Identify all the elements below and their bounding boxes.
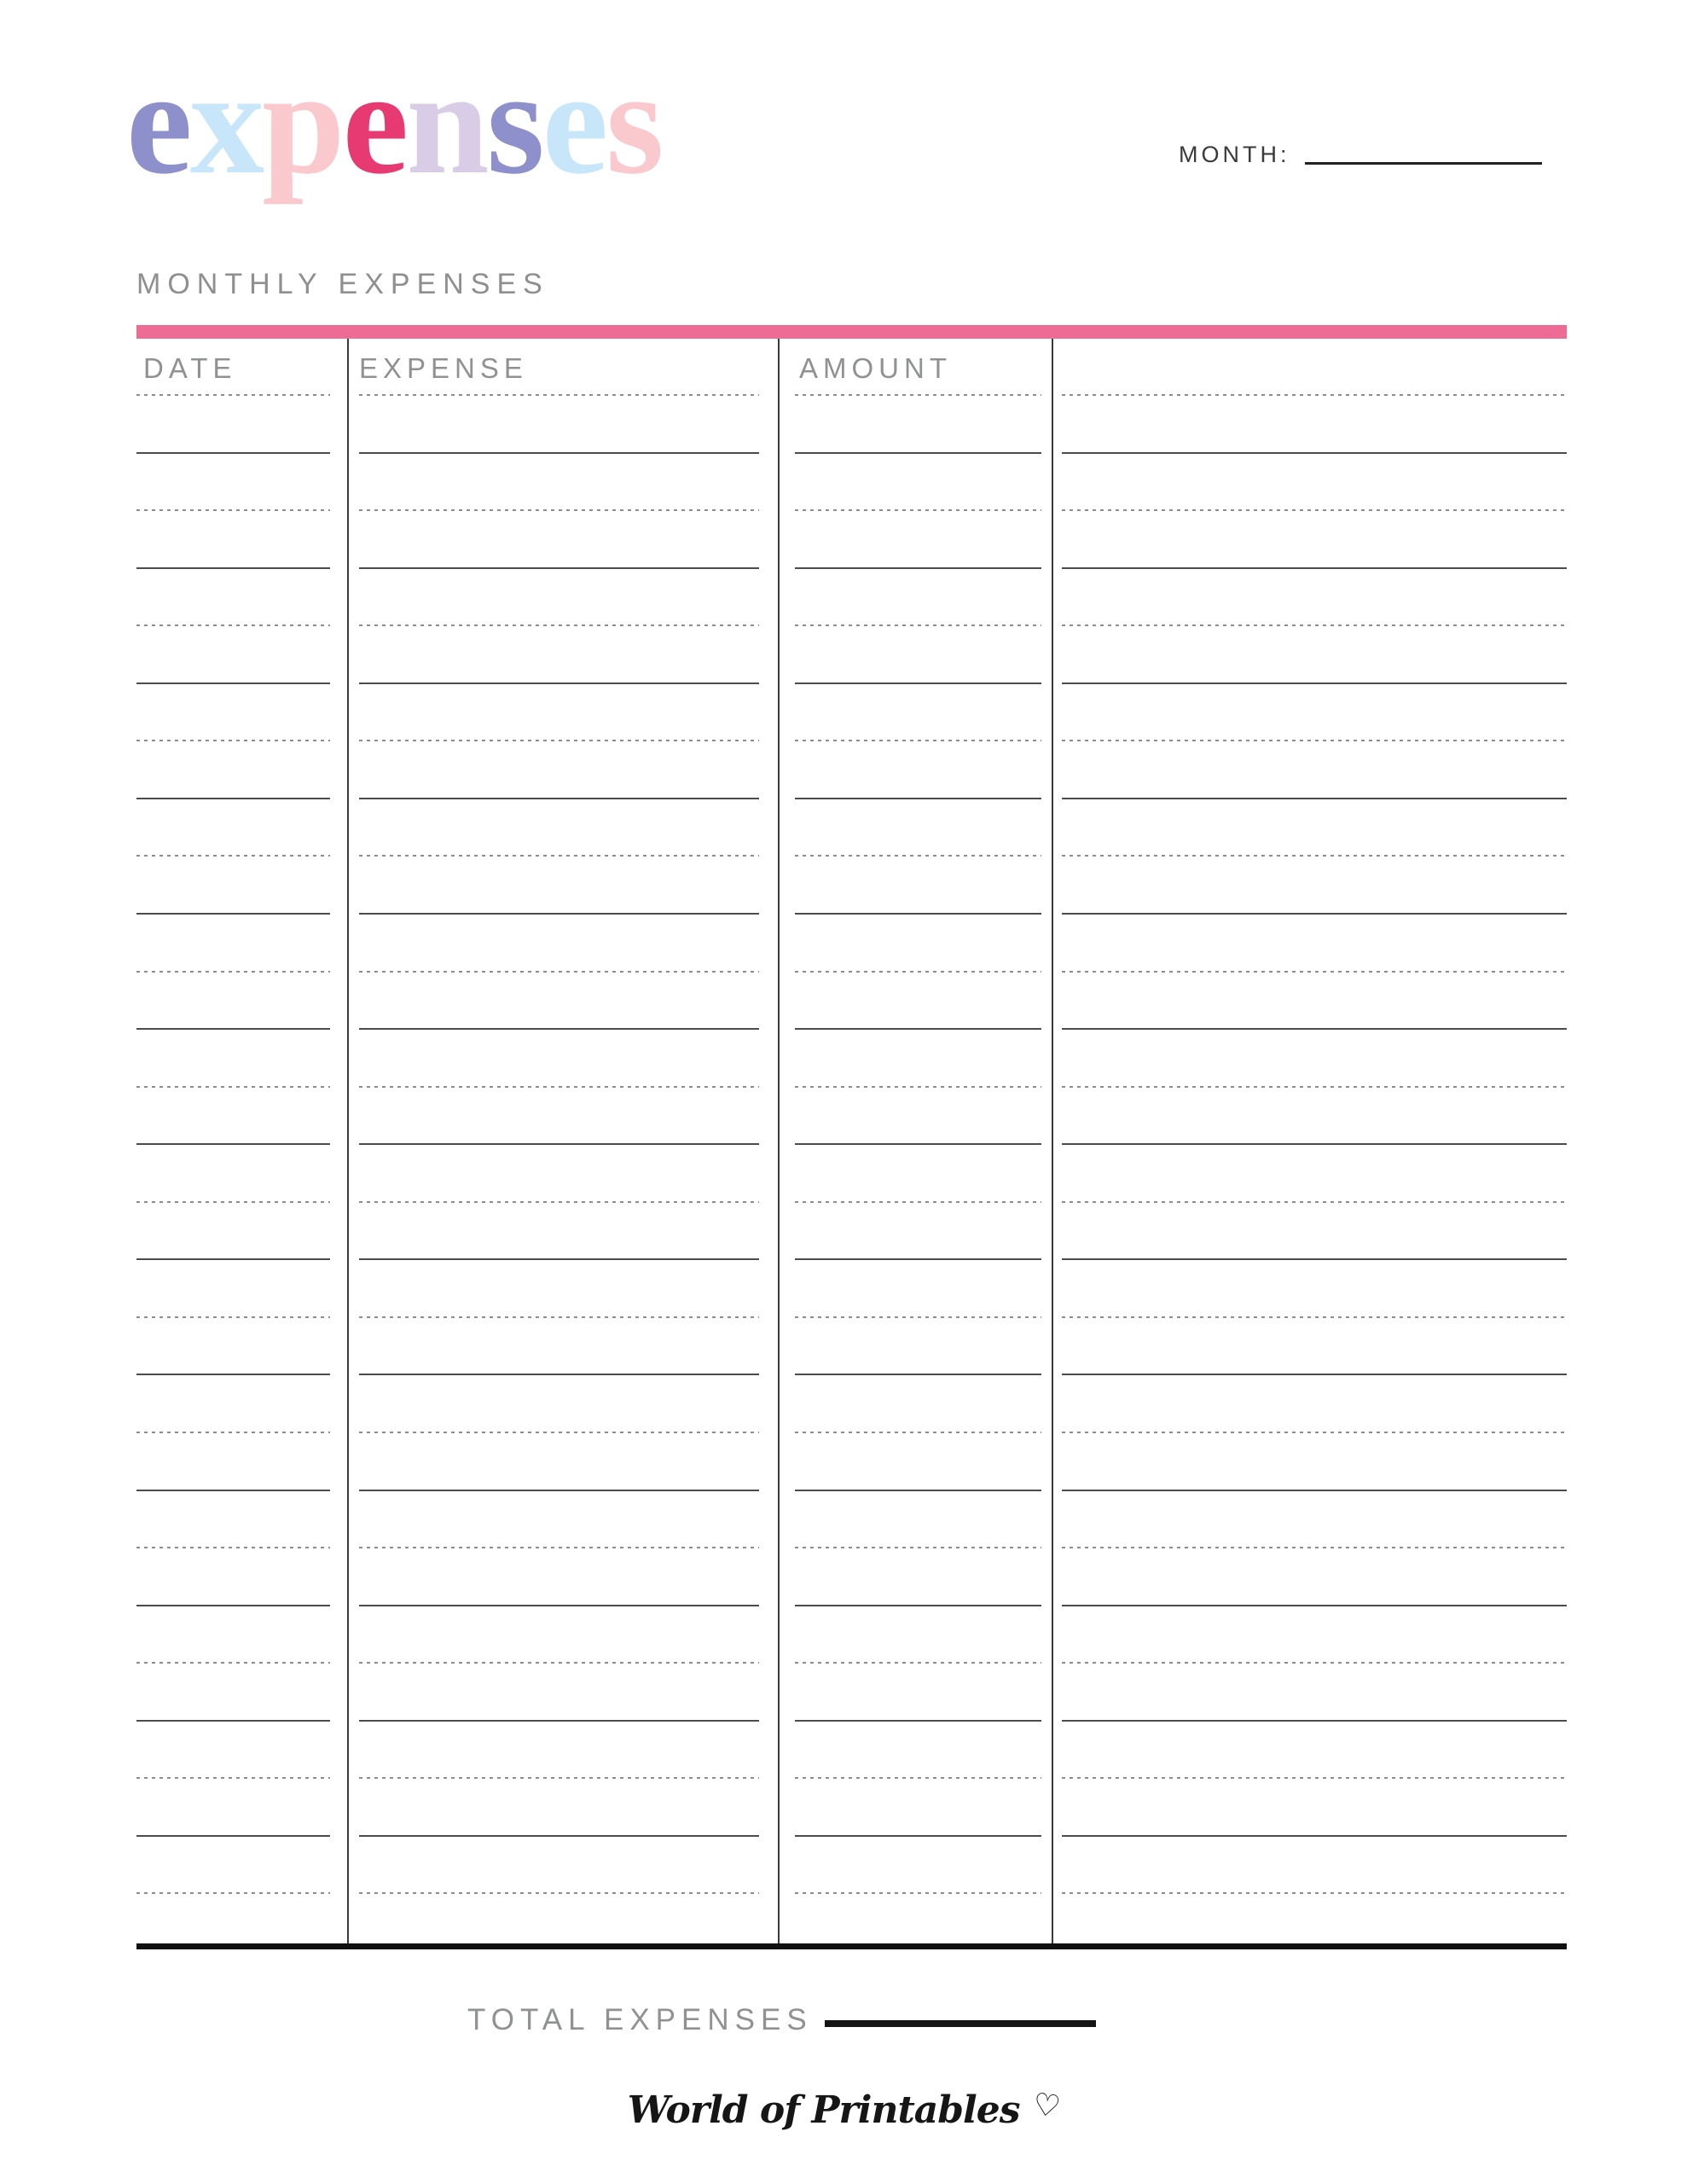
row-separator-line [1062, 1086, 1567, 1088]
row-separator-line [136, 1201, 330, 1203]
writing-line[interactable] [136, 1720, 330, 1722]
brand-name: World of Printables [627, 2088, 1020, 2132]
writing-line[interactable] [136, 1490, 330, 1491]
row-separator-line [1062, 509, 1567, 511]
writing-line[interactable] [359, 1605, 759, 1606]
writing-line[interactable] [795, 1490, 1041, 1491]
writing-line[interactable] [136, 452, 330, 454]
row-separator-line [1062, 1201, 1567, 1203]
writing-line[interactable] [1062, 1374, 1567, 1375]
row-separator-line [359, 509, 759, 511]
column-header-date: DATE [143, 352, 237, 384]
title-letter: n [406, 39, 487, 205]
writing-line[interactable] [795, 1258, 1041, 1260]
row-separator-line [136, 1432, 330, 1433]
writing-line[interactable] [359, 913, 759, 915]
row-separator-line [359, 1432, 759, 1433]
row-separator-line [1062, 1547, 1567, 1548]
row-separator-line [795, 394, 1041, 396]
writing-line[interactable] [136, 1605, 330, 1606]
row-separator-line [359, 1892, 759, 1894]
section-title: MONTHLY EXPENSES [136, 268, 549, 300]
writing-line[interactable] [359, 1835, 759, 1837]
writing-line[interactable] [795, 798, 1041, 799]
writing-line[interactable] [359, 567, 759, 569]
row-separator-line [795, 1662, 1041, 1664]
column-divider-2 [778, 339, 780, 1949]
row-separator-line [359, 1777, 759, 1779]
writing-line[interactable] [1062, 1258, 1567, 1260]
row-separator-line [359, 1316, 759, 1318]
row-separator-line [136, 624, 330, 626]
page-title [126, 39, 662, 205]
table-bottom-border [136, 1943, 1567, 1949]
writing-line[interactable] [359, 1374, 759, 1375]
row-separator-line [795, 740, 1041, 741]
row-separator-line [359, 394, 759, 396]
title-letter: s [606, 39, 662, 205]
heart-icon: ♡ [1030, 2087, 1064, 2126]
row-separator-line [1062, 740, 1567, 741]
row-separator-line [795, 855, 1041, 857]
writing-line[interactable] [359, 798, 759, 799]
column-header-expense: EXPENSE [359, 352, 528, 384]
title-letter: s [486, 39, 542, 205]
row-separator-line [136, 855, 330, 857]
row-separator-line [1062, 1432, 1567, 1433]
row-separator-line [795, 1432, 1041, 1433]
row-separator-line [1062, 1892, 1567, 1894]
writing-line[interactable] [359, 682, 759, 684]
row-separator-line [1062, 394, 1567, 396]
writing-line[interactable] [136, 1835, 330, 1837]
row-separator-line [795, 1086, 1041, 1088]
writing-line[interactable] [1062, 1605, 1567, 1606]
writing-line[interactable] [795, 1720, 1041, 1722]
writing-line[interactable] [136, 1258, 330, 1260]
column-divider-3 [1052, 339, 1053, 1949]
row-separator-line [795, 1201, 1041, 1203]
row-separator-line [1062, 624, 1567, 626]
writing-line[interactable] [795, 913, 1041, 915]
title-letter: e [126, 39, 190, 205]
row-separator-line [136, 1777, 330, 1779]
row-separator-line [359, 740, 759, 741]
row-separator-line [359, 624, 759, 626]
title-letter: x [189, 39, 263, 205]
title-letter: e [342, 39, 407, 205]
row-separator-line [795, 1777, 1041, 1779]
writing-line[interactable] [359, 1028, 759, 1030]
writing-line[interactable] [1062, 798, 1567, 799]
row-separator-line [1062, 1662, 1567, 1664]
row-separator-line [1062, 1777, 1567, 1779]
writing-line[interactable] [359, 1258, 759, 1260]
writing-line[interactable] [1062, 682, 1567, 684]
row-separator-line [359, 1086, 759, 1088]
row-separator-line [136, 1662, 330, 1664]
row-separator-line [136, 1086, 330, 1088]
writing-line[interactable] [1062, 567, 1567, 569]
title-letter: p [262, 39, 343, 205]
writing-line[interactable] [359, 1490, 759, 1491]
row-separator-line [359, 971, 759, 973]
total-expenses-label: TOTAL EXPENSES [467, 2003, 813, 2036]
writing-line[interactable] [136, 1028, 330, 1030]
row-separator-line [359, 1547, 759, 1548]
writing-line[interactable] [795, 1028, 1041, 1030]
writing-line[interactable] [1062, 1490, 1567, 1491]
column-divider-1 [347, 339, 349, 1949]
row-separator-line [136, 971, 330, 973]
writing-line[interactable] [1062, 1143, 1567, 1145]
row-separator-line [136, 740, 330, 741]
writing-line[interactable] [795, 1374, 1041, 1375]
row-separator-line [136, 394, 330, 396]
row-separator-line [795, 509, 1041, 511]
total-row [467, 2003, 1096, 2037]
row-separator-line [136, 1547, 330, 1548]
writing-line[interactable] [1062, 452, 1567, 454]
writing-line[interactable] [136, 913, 330, 915]
row-separator-line [795, 1316, 1041, 1318]
writing-line[interactable] [1062, 1835, 1567, 1837]
row-separator-line [795, 1547, 1041, 1548]
writing-line[interactable] [795, 1605, 1041, 1606]
accent-bar [136, 325, 1567, 339]
row-separator-line [359, 1662, 759, 1664]
row-separator-line [359, 855, 759, 857]
total-input-line[interactable] [825, 2020, 1096, 2027]
month-input-line[interactable] [1305, 162, 1542, 165]
row-separator-line [1062, 1316, 1567, 1318]
writing-line[interactable] [359, 1143, 759, 1145]
writing-line[interactable] [1062, 1720, 1567, 1722]
writing-line[interactable] [795, 682, 1041, 684]
column-header-amount: AMOUNT [799, 352, 952, 384]
row-separator-line [795, 624, 1041, 626]
writing-line[interactable] [359, 452, 759, 454]
writing-line[interactable] [359, 1720, 759, 1722]
writing-line[interactable] [136, 1143, 330, 1145]
writing-line[interactable] [795, 567, 1041, 569]
writing-line[interactable] [136, 798, 330, 799]
writing-line[interactable] [1062, 913, 1567, 915]
writing-line[interactable] [1062, 1028, 1567, 1030]
writing-line[interactable] [136, 567, 330, 569]
row-separator-line [359, 1201, 759, 1203]
brand-logo [0, 2088, 1687, 2132]
row-separator-line [795, 1892, 1041, 1894]
writing-line[interactable] [136, 1374, 330, 1375]
row-separator-line [136, 1892, 330, 1894]
row-separator-line [1062, 855, 1567, 857]
row-separator-line [795, 971, 1041, 973]
title-letter: e [542, 39, 606, 205]
writing-line[interactable] [795, 1143, 1041, 1145]
row-separator-line [136, 509, 330, 511]
writing-line[interactable] [795, 1835, 1041, 1837]
writing-line[interactable] [795, 452, 1041, 454]
writing-line[interactable] [136, 682, 330, 684]
row-separator-line [1062, 971, 1567, 973]
row-separator-line [136, 1316, 330, 1318]
month-field-row [1179, 143, 1542, 168]
month-label: MONTH: [1179, 142, 1290, 167]
